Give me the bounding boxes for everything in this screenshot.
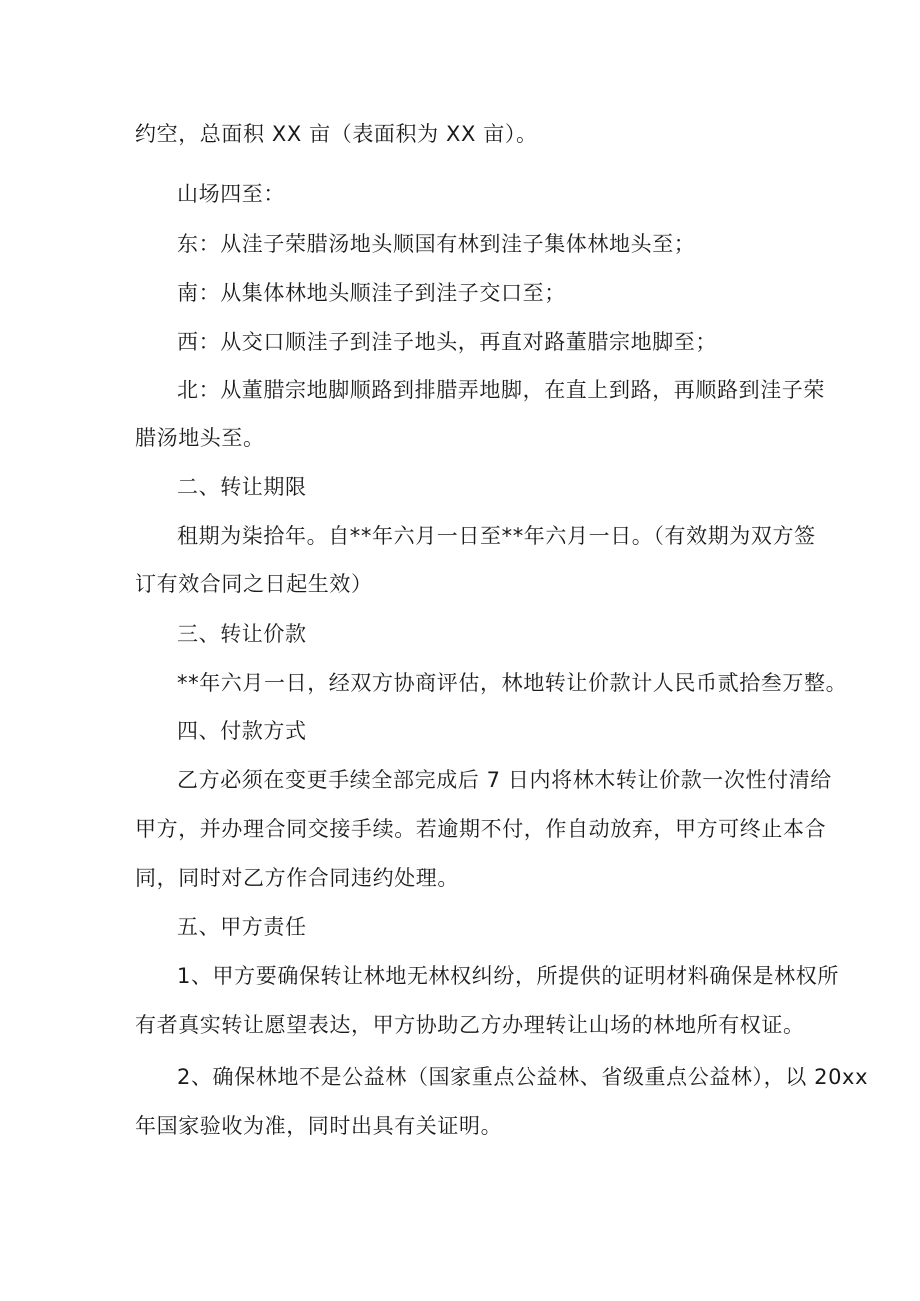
north-boundary-line: 北：从董腊宗地脚顺路到排腊弄地脚，在直上到路，再顺路到洼子荣 [177, 378, 825, 402]
payment-paragraph-line: 乙方必须在变更手续全部完成后 7 日内将林木转让价款一次性付清给 [177, 768, 832, 792]
term-paragraph-line-cont: 订有效合同之日起生效） [135, 572, 373, 596]
boundaries-heading: 山场四至： [177, 182, 285, 206]
section-heading-payment: 四、付款方式 [177, 719, 307, 743]
area-text-line: 约空，总面积 XX 亩（表面积为 XX 亩）。 [135, 122, 538, 146]
payment-paragraph-line-cont: 甲方，并办理合同交接手续。若逾期不付，作自动放弃，甲方可终止本合 [135, 817, 827, 841]
north-boundary-line-cont: 腊汤地头至。 [135, 426, 265, 450]
section-heading-party-a: 五、甲方责任 [177, 915, 307, 939]
clause-1-line: 1、甲方要确保转让林地无林权纠纷，所提供的证明材料确保是林权所 [177, 964, 839, 988]
clause-2-line-cont: 年国家验收为准，同时出具有关证明。 [135, 1114, 503, 1138]
term-paragraph-line: 租期为柒拾年。自**年六月一日至**年六月一日。（有效期为双方签 [177, 524, 816, 548]
clause-2-line: 2、确保林地不是公益林（国家重点公益林、省级重点公益林），以 20xx [177, 1065, 869, 1089]
price-paragraph-line: **年六月一日，经双方协商评估，林地转让价款计人民币贰拾叁万整。 [177, 671, 848, 695]
payment-paragraph-line-end: 同，同时对乙方作合同违约处理。 [135, 866, 459, 890]
section-heading-term: 二、转让期限 [177, 475, 307, 499]
south-boundary-line: 南：从集体林地头顺洼子到洼子交口至； [177, 281, 566, 305]
east-boundary-line: 东：从洼子荣腊汤地头顺国有林到洼子集体林地头至； [177, 232, 696, 256]
clause-1-line-cont: 有者真实转让愿望表达，甲方协助乙方办理转让山场的林地所有权证。 [135, 1013, 805, 1037]
west-boundary-line: 西：从交口顺洼子到洼子地头，再直对路董腊宗地脚至； [177, 330, 717, 354]
section-heading-price: 三、转让价款 [177, 622, 307, 646]
